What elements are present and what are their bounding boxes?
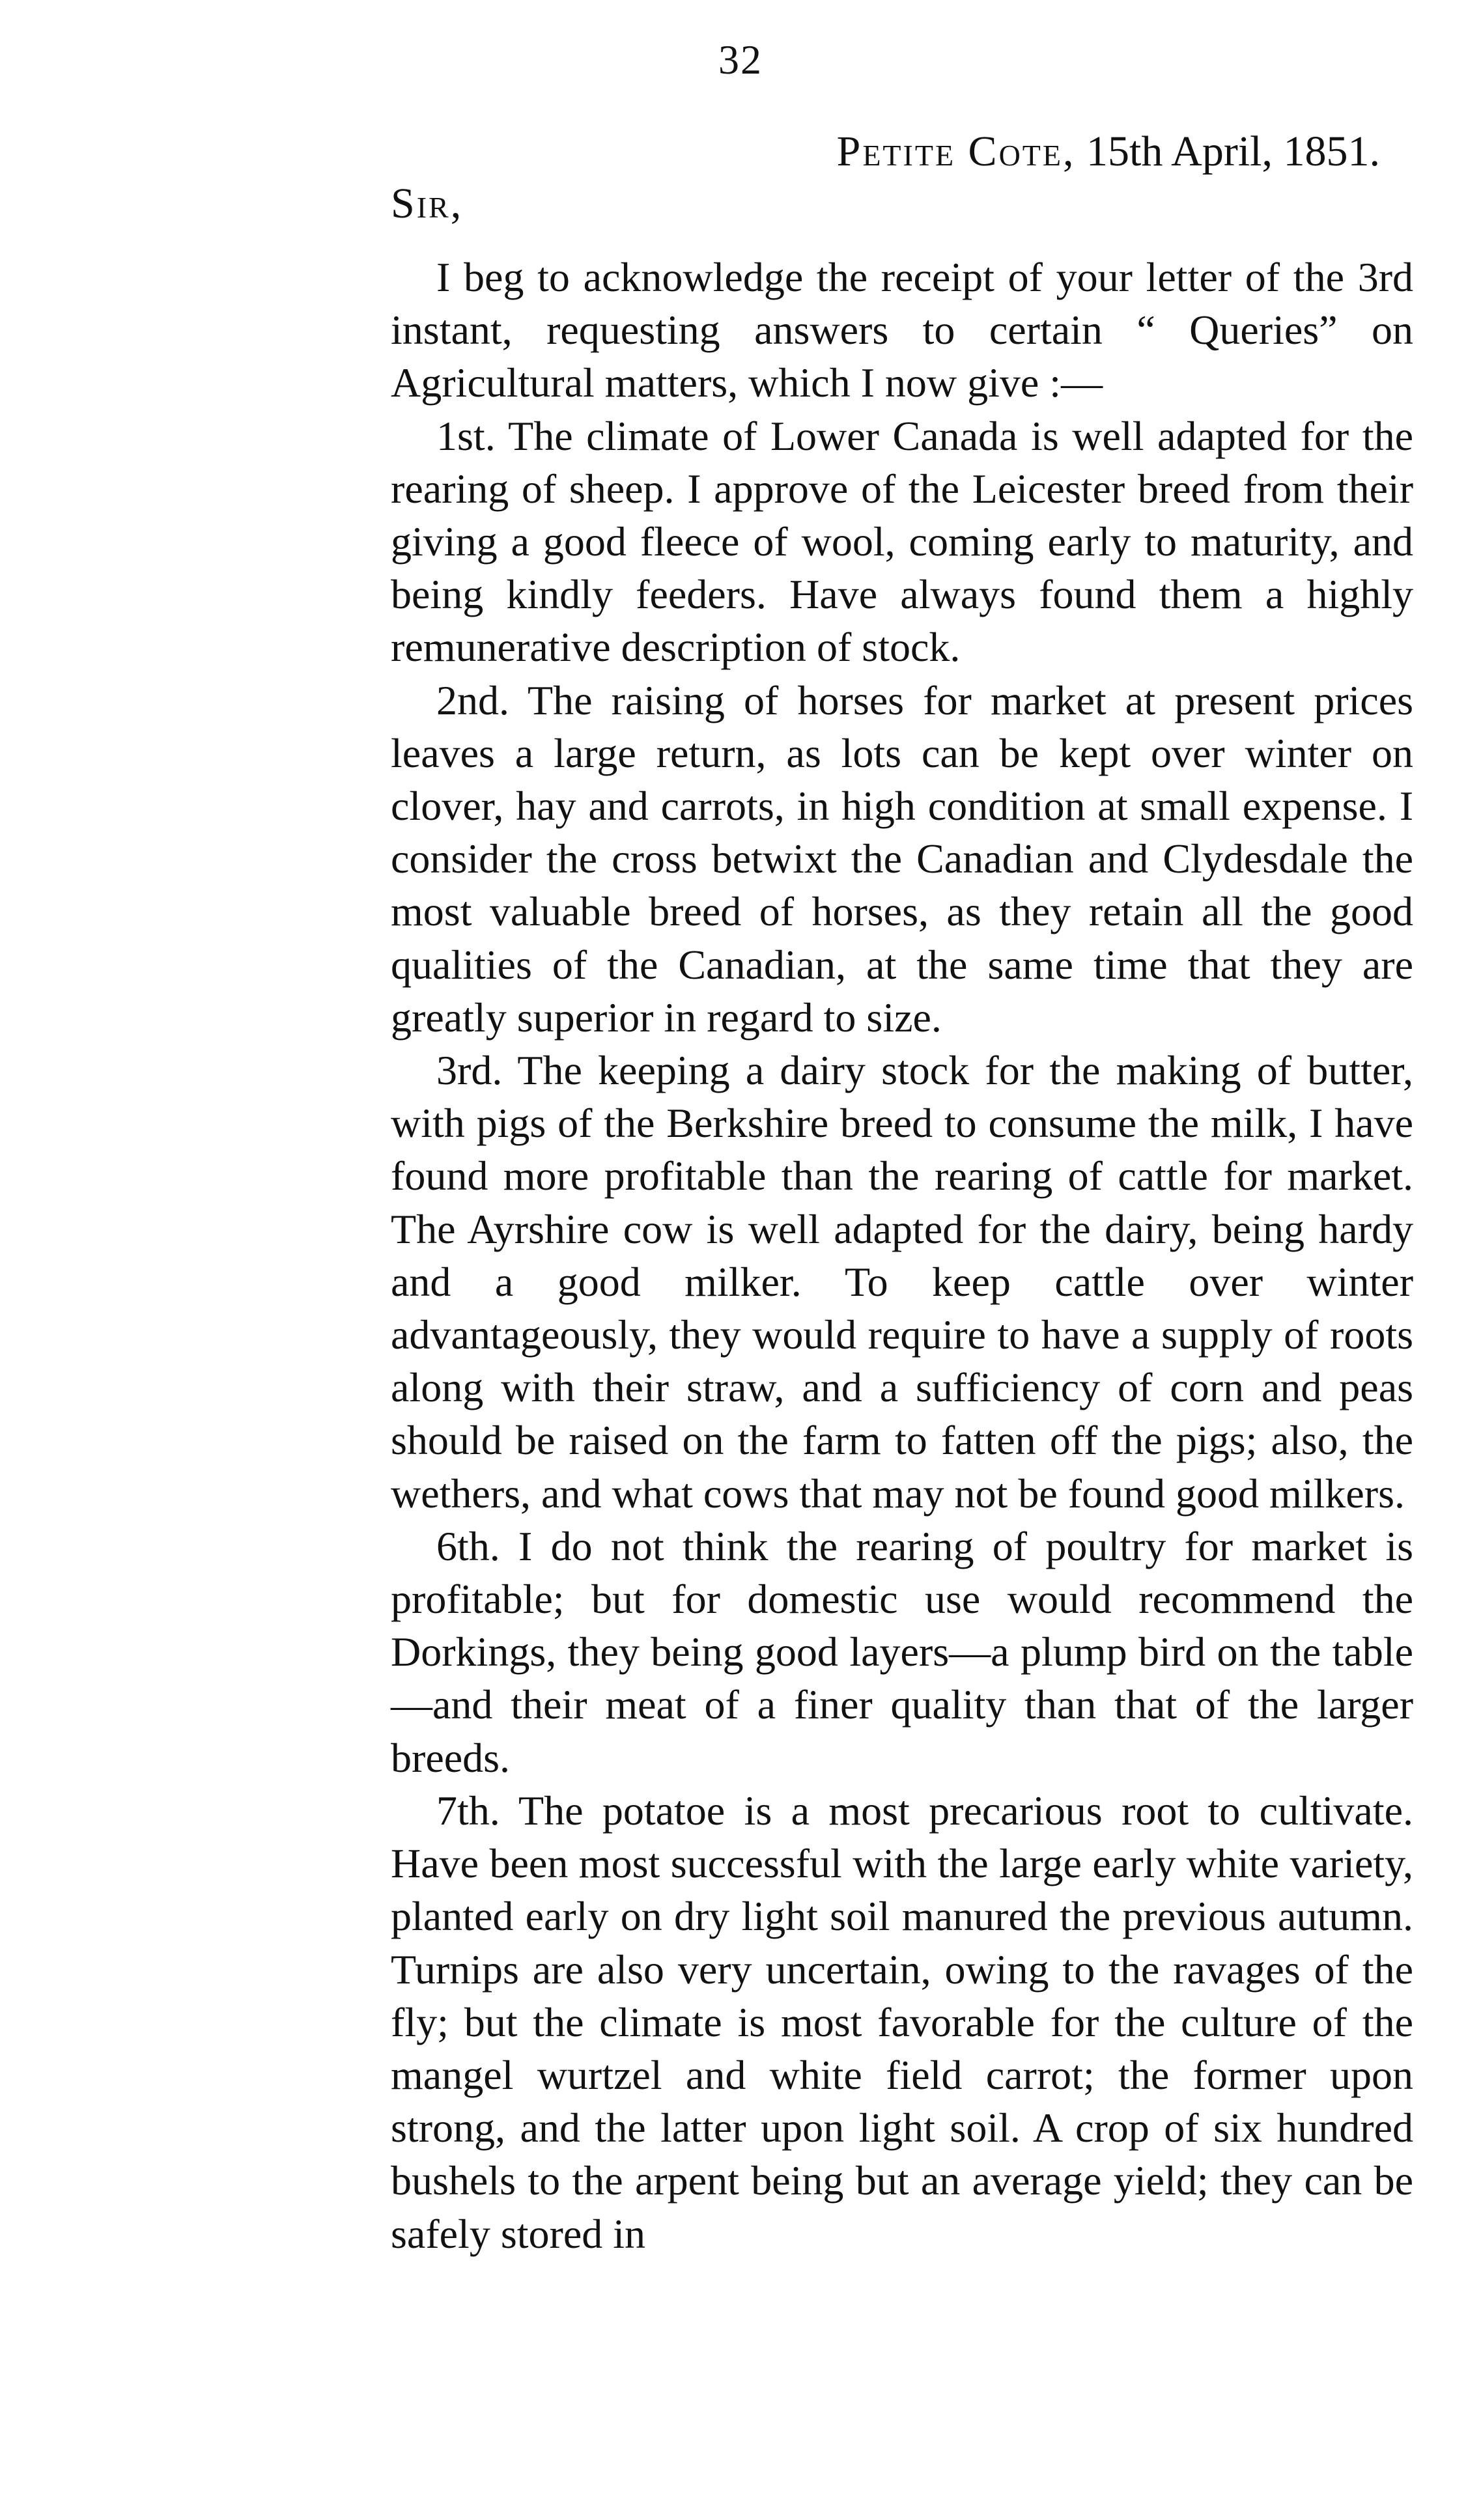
paragraph-acknowledgement: I beg to acknowledge the receipt of your letter of the 3rd instant, requesting answers to certain “ Queries” on Agricultural matters, which I now give :— [391, 254, 1413, 406]
page-number: 32 [718, 36, 763, 83]
paragraph-horses: 2nd. The raising of horses for market at present prices leaves a large return, as lots can be kept over winter on clover, hay and carrots, in high condition at small expense. I consider the cross betwixt the Canadian and Clydesdale the most valuable breed of horses, as they retain all the good qualities of the Canadian, at the same time that they are greatly superior in regard to size. [391, 677, 1413, 1041]
dateline-date: 15th April, 1851. [1086, 128, 1380, 175]
salutation: Sir, [391, 180, 464, 227]
paragraph-poultry: 6th. I do not think the rearing of poultry for market is profitable; but for domestic use would recommend the Dorkings, they being good layers—a plump bird on the table—and their meat of a finer quality than that of the larger breeds. [391, 1522, 1413, 1781]
dateline [837, 127, 1380, 176]
letter-body [391, 251, 1413, 2260]
paragraph-roots: 7th. The potatoe is a most precarious root to cultivate. Have been most successful with the large early white variety, planted early on dry light soil manured the previous autumn. Turnips are also very uncertain, owing to the ravages of the fly; but the climate is most favorable for the culture of the mangel wurtzel and white field carrot; the former upon strong, and the latter upon light soil. A crop of six hundred bushels to the arpent being but an average yield; they can be safely stored in [391, 1787, 1413, 2257]
dateline-place: Petite Cote, [836, 128, 1076, 175]
paragraph-dairy: 3rd. The keeping a dairy stock for the making of butter, with pigs of the Berkshire breed to consume the milk, I have found more profitable than the rearing of cattle for market. The Ayrshire cow is well adapted for the dairy, being hardy and a good milker. To keep cattle over winter advantageously, they would require to have a supply of roots along with their straw, and a sufficiency of corn and peas should be raised on the farm to fatten off the pigs; also, the wethers, and what cows that may not be found good milkers. [391, 1047, 1413, 1517]
paragraph-sheep: 1st. The climate of Lower Canada is well adapted for the rearing of sheep. I approve of the Leicester breed from their giving a good fleece of wool, coming early to maturity, and being kindly feeders. Have always found them a highly remunerative description of stock. [391, 412, 1413, 671]
